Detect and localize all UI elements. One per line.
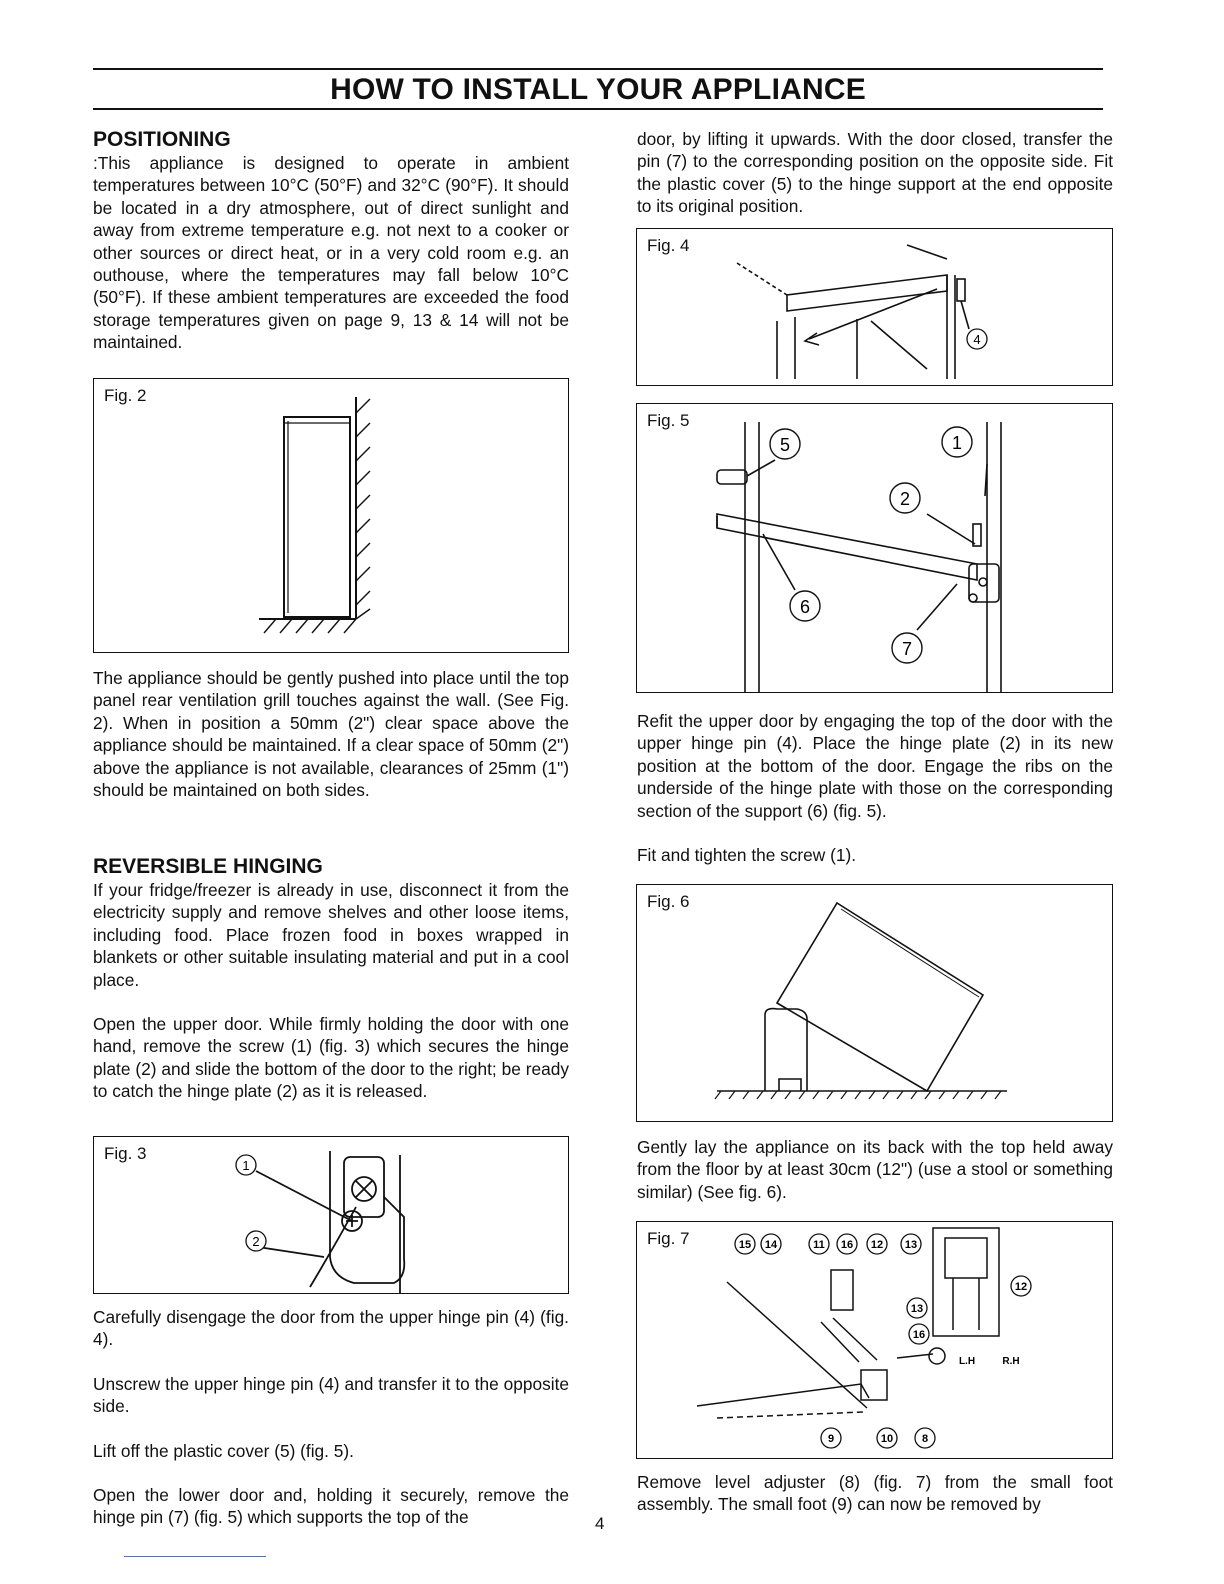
figure-3-callout-2: 2	[252, 1234, 260, 1249]
figure-2-label: Fig. 2	[104, 386, 147, 405]
figure-3	[93, 1136, 569, 1294]
reversible-paragraph-2: Open the upper door. While firmly holding the door with one hand, remove the screw (1) (fig. 3) which secures the hinge plate (2) and slide the bottom of the door to the right; be ready to catch the hinge plate (2) as it is released.	[93, 1014, 569, 1102]
reversible-continued	[93, 1306, 569, 1529]
figure-3-hinge-plate-illustration	[94, 1137, 570, 1295]
figure-5-callout-2: 2	[899, 489, 911, 509]
positioning-paragraph: :This appliance is designed to operate in ambient temperatures between 10°C (50°F) and 32°C (90°F). It should be located in a dry atmosphere, out of direct sunlight and away from extreme temperature e.g. not next to a cooker or other sources or direct heat, or in a very cold room e.g. an outhouse, where the temperatures may fall below 10°C (50°F). If these ambient temperatures are exceeded the food storage temperatures given on page 9, 13 & 14 will not be maintained.	[93, 153, 569, 353]
right-column-middle	[637, 710, 1113, 866]
footer-link-line	[124, 1556, 266, 1557]
figure-4-upper-hinge-pin-illustration	[637, 229, 1114, 387]
reversible-paragraph-1: If your fridge/freezer is already in use, disconnect it from the electricity supply and remove shelves and other loose items, including food. Place frozen food in boxes wrapped in blankets or other suitable insulating material and put in a cool place.	[93, 880, 569, 990]
right-paragraph-5: Remove level adjuster (8) (fig. 7) from the small foot assembly. The small foot (9) can now be removed by	[637, 1472, 1113, 1515]
right-paragraph-3: Fit and tighten the screw (1).	[637, 845, 856, 866]
figure-5-callout-1: 1	[951, 433, 963, 453]
figure-5-callout-7: 7	[901, 639, 913, 659]
figure-4	[636, 228, 1113, 386]
figure-4-label: Fig. 4	[647, 236, 690, 255]
figure-6-appliance-on-back-illustration	[637, 885, 1114, 1123]
figure-7-callout-16: 16	[840, 1239, 854, 1251]
figure-7-callout-10: 10	[880, 1433, 894, 1445]
page-title: HOW TO INSTALL YOUR APPLIANCE	[330, 73, 866, 106]
top-rule	[93, 68, 1103, 70]
page-number: 4	[595, 1514, 605, 1533]
positioning-paragraph-2: The appliance should be gently pushed into place until the top panel rear ventilation grill touches against the wall. (See Fig. 2). When in position a 50mm (2") clear space above the appliance should be maintained. If a clear space of 50mm (2") above the appliance is not available, clearances of 25mm (1") should be maintained on both sides.	[93, 668, 569, 801]
figure-3-label: Fig. 3	[104, 1144, 147, 1163]
figure-7-callout-14: 14	[764, 1239, 778, 1251]
reversible-paragraph-5: Lift off the plastic cover (5) (fig. 5).	[93, 1440, 354, 1461]
figure-2	[93, 378, 569, 653]
reversible-hinging-heading: REVERSIBLE HINGING	[93, 855, 323, 878]
figure-7-callout-13-right: 13	[910, 1303, 924, 1315]
figure-5-lower-hinge-illustration	[637, 404, 1114, 694]
figure-5-callout-5: 5	[779, 435, 791, 455]
title-underline	[93, 108, 1103, 110]
figure-4-callout-4: 4	[973, 332, 981, 347]
reversible-paragraph-3: Carefully disengage the door from the upper hinge pin (4) (fig. 4).	[93, 1307, 569, 1350]
figure-7-callout-13: 13	[904, 1239, 918, 1251]
figure-7-callout-16-right: 16	[912, 1329, 926, 1341]
figure-7	[636, 1221, 1113, 1459]
reversible-paragraph-6: Open the lower door and, holding it securely, remove the hinge pin (7) (fig. 5) which supports the top of the	[93, 1485, 569, 1528]
figure-7-right-hand-label: R.H	[1002, 1356, 1020, 1367]
right-paragraph-2: Refit the upper door by engaging the top of the door with the upper hinge pin (4). Place the hinge plate (2) in its new position at the bottom of the door. Engage the ribs on the underside of the hinge plate with those on the corresponding section of the support (6) (fig. 5).	[637, 711, 1113, 821]
figure-7-small-foot-illustration	[637, 1222, 1114, 1460]
reversible-paragraph-4: Unscrew the upper hinge pin (4) and transfer it to the opposite side.	[93, 1373, 569, 1417]
right-column-intro	[637, 128, 1113, 218]
figure-7-callout-11: 11	[813, 1239, 825, 1251]
figure-7-callout-8: 8	[921, 1433, 929, 1445]
reversible-hinging-section	[93, 855, 569, 1103]
positioning-heading: POSITIONING	[93, 128, 231, 151]
figure-7-callout-12: 12	[870, 1239, 884, 1251]
positioning-section	[93, 128, 569, 354]
positioning-continued	[93, 667, 569, 801]
figure-5	[636, 403, 1113, 693]
figure-7-callout-9: 9	[827, 1433, 835, 1445]
figure-6	[636, 884, 1113, 1122]
figure-5-callout-6: 6	[799, 597, 811, 617]
figure-7-left-hand-label: L.H	[958, 1356, 976, 1367]
figure-6-label: Fig. 6	[647, 892, 690, 911]
figure-7-callout-15: 15	[738, 1239, 752, 1251]
figure-7-callout-12-right: 12	[1014, 1281, 1028, 1293]
right-column-end	[637, 1471, 1113, 1516]
figure-7-label: Fig. 7	[647, 1229, 690, 1248]
figure-3-callout-1: 1	[242, 1158, 250, 1173]
figure-2-wall-clearance-illustration	[94, 379, 570, 654]
right-column-lay-instructions	[637, 1136, 1113, 1203]
right-paragraph-4: Gently lay the appliance on its back with the top held away from the floor by at least 30cm (12") (use a stool or something similar) (See fig. 6).	[637, 1137, 1113, 1202]
right-paragraph-1: door, by lifting it upwards. With the door closed, transfer the pin (7) to the corresponding position on the opposite side. Fit the plastic cover (5) to the hinge support at the end opposite to its original position.	[637, 129, 1113, 217]
figure-5-label: Fig. 5	[647, 411, 690, 430]
